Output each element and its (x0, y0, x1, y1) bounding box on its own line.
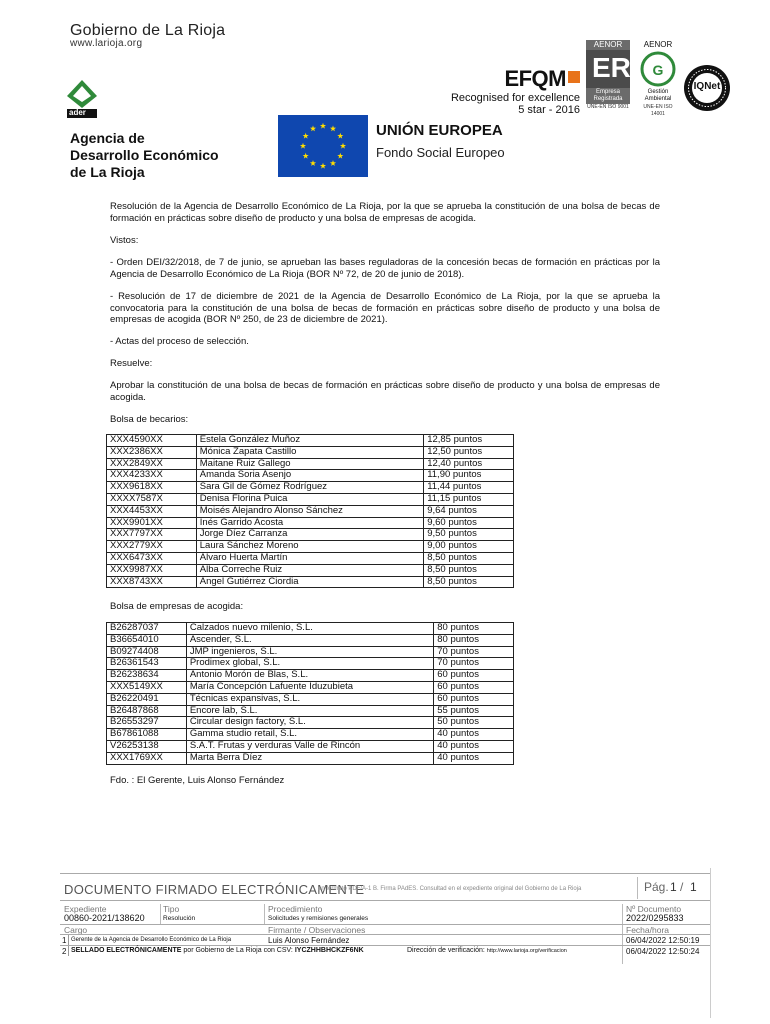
becario-id-cell: XXX4233XX (107, 470, 197, 482)
signature-1-cargo: Gerente de la Agencia de Desarrollo Económico de La Rioja (71, 937, 232, 943)
signature-2-seal-text: por Gobierno de La Rioja con CSV: (183, 947, 293, 954)
efqm-square-icon (568, 71, 580, 83)
empresa-name-cell: Marta Berra Díez (186, 752, 433, 764)
procedimiento-value: Solicitudes y remisiones generales (268, 915, 369, 922)
empresas-table (106, 622, 514, 765)
er-mark-icon: ER (586, 50, 630, 88)
becario-name-cell: Denisa Florina Puica (196, 493, 423, 505)
government-name: Gobierno de La Rioja (70, 22, 226, 39)
becario-id-cell: XXX9618XX (107, 482, 197, 494)
empresa-id-cell: B26238634 (107, 670, 187, 682)
empresa-points-cell: 60 puntos (434, 670, 514, 682)
becario-row (107, 493, 514, 505)
footer-sig-rule (60, 934, 710, 935)
page-current: 1 (670, 880, 677, 894)
iqnet-text: IQNet (693, 81, 721, 92)
empresa-id-cell: B36654010 (107, 634, 187, 646)
eu-star-icon (337, 133, 343, 139)
aenor-er-text: Empresa Registrada (586, 88, 630, 104)
footer-col-divider-1 (160, 904, 161, 924)
becario-points-cell: 8,50 puntos (424, 576, 514, 588)
empresa-row (107, 740, 514, 752)
becario-id-cell: XXX9901XX (107, 517, 197, 529)
empresa-points-cell: 80 puntos (434, 634, 514, 646)
ga-mark-icon (636, 50, 680, 88)
resuelve-label: Resuelve: (110, 358, 153, 369)
becario-row (107, 470, 514, 482)
empresa-points-cell: 40 puntos (434, 752, 514, 764)
empresa-row (107, 623, 514, 635)
aenor-er-label: AENOR (586, 40, 630, 50)
empresa-id-cell: B26553297 (107, 717, 187, 729)
empresa-id-cell: B67861088 (107, 729, 187, 741)
iqnet-seal (683, 64, 731, 112)
empresa-row (107, 717, 514, 729)
signature-2-number: 2 (62, 947, 67, 956)
empresa-name-cell: Encore lab, S.L. (186, 705, 433, 717)
eu-star-icon (300, 143, 306, 149)
aenor-ga-certificate (636, 40, 680, 116)
empresa-id-cell: B26287037 (107, 623, 187, 635)
col-cargo-label: Cargo (64, 925, 88, 935)
empresa-id-cell: B26361543 (107, 658, 187, 670)
empresas-label: Bolsa de empresas de acogida: (110, 601, 244, 612)
efqm-brand: EFQM (504, 66, 566, 91)
empresa-row (107, 752, 514, 764)
footer-col-divider-2 (264, 904, 265, 924)
becario-id-cell: XXX6473XX (107, 552, 197, 564)
empresa-points-cell: 40 puntos (434, 740, 514, 752)
agency-name-line-2: Desarrollo Económico (70, 147, 219, 163)
government-url: www.larioja.org (70, 38, 143, 49)
empresa-name-cell: S.A.T. Frutas y verduras Valle de Rincón (186, 740, 433, 752)
aenor-ga-text: Gestión Ambiental (644, 89, 672, 102)
ader-logo (67, 80, 97, 118)
verification-url[interactable]: http://www.larioja.org/verificacion (486, 948, 567, 954)
footer-header-rule (60, 900, 710, 901)
eu-star-icon (337, 153, 343, 159)
verification-label: Dirección de verificación: (407, 947, 485, 954)
becario-points-cell: 9,00 puntos (424, 541, 514, 553)
signed-doc-note: en formato PDF/A-1 B. Firma PAdES. Consultad en el expediente original del Gobierno de La Rioja (318, 886, 582, 892)
empresa-id-cell: B26487868 (107, 705, 187, 717)
vistos-item-3: - Actas del proceso de selección. (110, 336, 249, 347)
agency-name-line-1: Agencia de (70, 130, 145, 146)
becario-id-cell: XXX2779XX (107, 541, 197, 553)
expediente-value: 00860-2021/138620 (64, 913, 145, 923)
becario-name-cell: Laura Sánchez Moreno (196, 541, 423, 553)
eu-star-icon (320, 123, 326, 129)
signature-1-fecha: 06/04/2022 12:50:19 (626, 936, 700, 945)
footer-right-rule (710, 868, 711, 1018)
signature-line: Fdo. : El Gerente, Luis Alonso Fernández (110, 775, 285, 786)
signature-2-seal (71, 947, 364, 954)
resolution-intro: Resolución de la Agencia de Desarrollo Económico de La Rioja, por la que se aprueba la constitución de una bolsa de becas de formación en prácticas sobre diseño de producto y una bolsa de empresas de acogida. (110, 201, 660, 224)
aenor-ga-label: AENOR (636, 40, 680, 50)
vistos-item-2: - Resolución de 17 de diciembre de 2021 de la Agencia de Desarrollo Económico de La Rioja, por la que se aprueba la convocatoria para la constitución de una bolsa de becas de formación en prácticas sobre diseño de producto y una bolsa de empresas de acogida (BOR Nº 250, de 23 de diciembre de 2021). (110, 291, 660, 325)
tipo-value: Resolución (163, 915, 196, 922)
becario-points-cell: 8,50 puntos (424, 564, 514, 576)
empresa-name-cell: Gamma studio retail, S.L. (186, 729, 433, 741)
becario-points-cell: 12,40 puntos (424, 458, 514, 470)
empresa-id-cell: XXX1769XX (107, 752, 187, 764)
empresa-points-cell: 70 puntos (434, 646, 514, 658)
becario-points-cell: 9,50 puntos (424, 529, 514, 541)
becario-row (107, 505, 514, 517)
empresa-id-cell: V26253138 (107, 740, 187, 752)
col-firmante-label: Firmante / Observaciones (268, 925, 366, 935)
becario-row (107, 541, 514, 553)
empresa-id-cell: B26220491 (107, 693, 187, 705)
becario-points-cell: 8,50 puntos (424, 552, 514, 564)
col-expediente-label: Expediente (64, 904, 107, 914)
eu-star-icon (310, 160, 316, 166)
aenor-er-certificate (586, 40, 630, 116)
becario-id-cell: XXX9987XX (107, 564, 197, 576)
documento-value: 2022/0295833 (626, 913, 684, 923)
empresa-points-cell: 60 puntos (434, 693, 514, 705)
signature-2-csv: IYCZHHBHCKZF6NK (294, 947, 364, 954)
aenor-er-code: UNE-EN ISO 9001 (587, 104, 629, 110)
agency-name (70, 130, 219, 181)
page-indicator (637, 877, 708, 899)
becario-id-cell: XXX7797XX (107, 529, 197, 541)
ader-logo-text: ader (69, 108, 86, 117)
signature-2-seal-bold: SELLADO ELECTRÓNICAMENTE (71, 947, 182, 954)
empresa-points-cell: 80 puntos (434, 623, 514, 635)
empresa-points-cell: 55 puntos (434, 705, 514, 717)
eu-star-icon (320, 163, 326, 169)
becario-id-cell: XXX4590XX (107, 435, 197, 447)
becario-name-cell: Mónica Zapata Castillo (196, 446, 423, 458)
becario-row (107, 446, 514, 458)
empresa-id-cell: B09274408 (107, 646, 187, 658)
page-separator: / (680, 880, 684, 894)
page-total: 1 (690, 880, 697, 894)
becario-name-cell: Maitane Ruiz Gallego (196, 458, 423, 470)
col-tipo-label: Tipo (163, 904, 180, 914)
empresa-name-cell: María Concepción Lafuente Iduzubieta (186, 681, 433, 693)
svg-text:G: G (652, 62, 664, 78)
signature-1-divider (68, 935, 69, 945)
signature-1-firmante: Luis Alonso Fernández (268, 936, 350, 945)
empresa-name-cell: Ascender, S.L. (186, 634, 433, 646)
page-label: Pág. (644, 880, 669, 894)
becario-row (107, 564, 514, 576)
empresa-row (107, 658, 514, 670)
empresa-row (107, 634, 514, 646)
empresa-name-cell: Circular design factory, S.L. (186, 717, 433, 729)
signature-1-number: 1 (62, 936, 67, 945)
eu-star-icon (330, 125, 336, 131)
empresa-name-cell: JMP ingenieros, S.L. (186, 646, 433, 658)
eu-star-icon (310, 125, 316, 131)
empresa-name-cell: Técnicas expansivas, S.L. (186, 693, 433, 705)
empresa-name-cell: Calzados nuevo milenio, S.L. (186, 623, 433, 635)
becario-row (107, 576, 514, 588)
becario-name-cell: Moisés Alejandro Alonso Sánchez (196, 505, 423, 517)
efqm-stars: 5 star - 2016 (518, 104, 580, 116)
becario-points-cell: 9,60 puntos (424, 517, 514, 529)
empresa-id-cell: XXX5149XX (107, 681, 187, 693)
empresa-name-cell: Prodimex global, S.L. (186, 658, 433, 670)
empresa-row (107, 681, 514, 693)
vistos-item-1: - Orden DEI/32/2018, de 7 de junio, se aprueban las bases reguladoras de la concesión becas de formación en prácticas por la Agencia de Desarrollo Económico de La Rioja (BOR Nº 72, de 20 de junio de 2018). (110, 257, 660, 280)
becario-name-cell: Inés Garrido Acosta (196, 517, 423, 529)
empresa-row (107, 693, 514, 705)
verification (407, 947, 567, 954)
empresa-row (107, 670, 514, 682)
eu-star-icon (303, 133, 309, 139)
footer-top-rule (60, 873, 710, 874)
empresa-points-cell: 40 puntos (434, 729, 514, 741)
becarios-label: Bolsa de becarios: (110, 414, 189, 425)
becarios-table (106, 434, 514, 588)
becario-row (107, 482, 514, 494)
empresa-name-cell: Antonio Morón de Blas, S.L. (186, 670, 433, 682)
becario-points-cell: 12,85 puntos (424, 435, 514, 447)
eu-subtitle: Fondo Social Europeo (376, 145, 505, 160)
empresa-points-cell: 50 puntos (434, 717, 514, 729)
agency-name-line-3: de La Rioja (70, 164, 145, 180)
becario-name-cell: Amanda Soria Asenjo (196, 470, 423, 482)
efqm-badge (448, 66, 580, 116)
col-fecha-label: Fecha/hora (626, 925, 669, 935)
signature-2-fecha: 06/04/2022 12:50:24 (626, 947, 700, 956)
empresa-row (107, 705, 514, 717)
resuelve-text: Aprobar la constitución de una bolsa de becas de formación en prácticas sobre diseño de producto y una bolsa de empresas de acogida. (110, 380, 660, 403)
becario-name-cell: Álvaro Huerta Martín (196, 552, 423, 564)
becario-row (107, 458, 514, 470)
becario-row (107, 517, 514, 529)
eu-star-icon (340, 143, 346, 149)
aenor-ga-code: UNE-EN ISO 14001 (643, 104, 673, 117)
becario-name-cell: Jorge Díez Carranza (196, 529, 423, 541)
efqm-recognition: Recognised for excellence (450, 92, 580, 104)
empresa-row (107, 646, 514, 658)
becario-name-cell: Sara Gil de Gómez Rodríguez (196, 482, 423, 494)
becario-row (107, 529, 514, 541)
col-documento-label: Nº Documento (626, 904, 682, 914)
becario-points-cell: 11,15 puntos (424, 493, 514, 505)
eu-title: UNIÓN EUROPEA (376, 122, 503, 139)
becario-name-cell: Ángel Gutiérrez Ciordia (196, 576, 423, 588)
becario-name-cell: Alba Correche Ruiz (196, 564, 423, 576)
empresa-points-cell: 60 puntos (434, 681, 514, 693)
empresa-points-cell: 70 puntos (434, 658, 514, 670)
eu-flag-icon (278, 115, 368, 177)
becario-row (107, 435, 514, 447)
eu-star-icon (330, 160, 336, 166)
vistos-label: Vistos: (110, 235, 139, 246)
becario-id-cell: XXX2849XX (107, 458, 197, 470)
becario-points-cell: 12,50 puntos (424, 446, 514, 458)
becario-points-cell: 11,90 puntos (424, 470, 514, 482)
becario-id-cell: XXXX7587X (107, 493, 197, 505)
signature-2-divider (68, 946, 69, 956)
becario-points-cell: 11,44 puntos (424, 482, 514, 494)
becario-row (107, 552, 514, 564)
eu-star-icon (303, 153, 309, 159)
col-procedimiento-label: Procedimiento (268, 904, 323, 914)
becario-points-cell: 9,64 puntos (424, 505, 514, 517)
becario-name-cell: Estela González Muñoz (196, 435, 423, 447)
becario-id-cell: XXX2386XX (107, 446, 197, 458)
signed-doc-title: DOCUMENTO FIRMADO ELECTRÓNICAMENTE (64, 882, 365, 897)
empresa-row (107, 729, 514, 741)
footer-sig-rule-2 (60, 945, 710, 946)
footer-mid-rule (60, 924, 710, 925)
becario-id-cell: XXX4453XX (107, 505, 197, 517)
becario-id-cell: XXX8743XX (107, 576, 197, 588)
